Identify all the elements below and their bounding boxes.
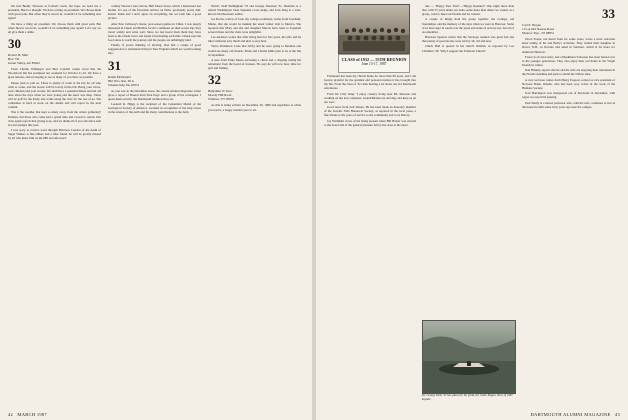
col1-address: Robert H. Marr Box 750 Green Valley, AZ 85622	[8, 52, 40, 66]
col3-address: Benjamin W. Dow Moody Hill Road Windsor, VT 05079	[208, 89, 235, 102]
col6-body: Wood Foster, not heard from for some years, wrote a most welcome letter telling of his and Betty's activities. They visited their daughter in Dover, N.H., in October and skied in Vermont, which is far more for alumni in Hanover.	[522, 37, 615, 54]
right-page	[316, 0, 628, 420]
column-6	[522, 4, 615, 110]
left-footer	[8, 412, 47, 417]
column-5	[422, 4, 514, 54]
pond-photo	[422, 320, 516, 394]
banner-line-2: June 15-17, 1987	[361, 62, 387, 66]
col1-intro: We had Buddy Terreson as football coach, but hope we need not a president. Here's a thought: We have a thing on president. We choose them with great pain. But when they're sworn in, wouldn't it be something else again?	[8, 4, 101, 21]
left-folio: 42	[8, 412, 14, 417]
class-number-30: 30	[8, 35, 21, 51]
col3-filler: Joe Dorris, widow of Jack, my college roommate, writes from Topsham, Maine, that she would be making her usual winter visit to Mexico. She reported that Mary and she and daughter Marcia have been to Topsham several times and the visits were delightful.	[208, 17, 301, 34]
column-1	[8, 4, 101, 141]
column-3	[208, 4, 301, 113]
col1-body-filler-2: Was it the weather that kept so many away from the winter gathering? Perhaps, but those who came had a grand time and vowed to return. Our class agent reports that giving is up, and we thank all of you who have sent in your pledges this year.	[8, 110, 101, 127]
class-number-33: 33	[602, 6, 615, 21]
col3-filler-2: Vance Dickinson wrote that Libby and he were going to Reunion and would see many old friends. Ennis and Charlie Mills plan to be at the Inn in September.	[208, 44, 301, 57]
col6-filler: Foster is an avid sailor, and a Hopkinton Schooner has been turned over to the younger generation. They also enjoy their old home in the Virgin Islands in winter.	[522, 54, 615, 68]
col3-filler-3: A note from Ernie Moise enclosing a check and a clipping noting his retirement from the board of trustees. He says he will now have time for golf and fishing.	[208, 57, 301, 71]
pond-photo-caption: Dr. George Itzmi '32 has plans for his pond, the 'Latto Pagan, three of 1987 kayaks'.	[422, 393, 513, 401]
col4-body2: From Dr. Lilly Jamp: 'I enjoy country living near Mt. Maroner and working on my new computer. Grandchildren are arriving, and keep us on our toes.'	[324, 91, 416, 104]
column-2	[108, 4, 201, 116]
col2-filler-3: Leonard R. Higgs is the recipient of the Centennial Medal of the Geological Society of America, awarded in recognition of his long career in the science of the earth and his many contributions to the field.	[108, 102, 201, 115]
col6-filler-2: A very sad note comes from Henry Pospost, retired as vice president of Norwest Bank, Omaha, who has been very active in the work of the Humane Society.	[522, 77, 615, 90]
col1-body-filler: Please plan to join us. There is plenty of room at the inn for all who wish to come, and the Green will be lovely in the fall. Bring your wives, your children and your stories. We shall have a splendid dinner and tell old tales about the days when we were young and the snow was deep. There will be golf for the hardy and walks along the river for the rest of us. The committee is hard at work on the details and will report in the next column.	[8, 80, 101, 110]
column-4	[324, 74, 416, 128]
col2-body: commy Weaver's new movie, Half Moon Street, which I mentioned last month. It's one of the favorable articles on films, previously pretty dull. Robert Kahn and I don't agree on everything, but we both like a good picture.	[108, 4, 201, 21]
reunion-banner	[338, 54, 410, 73]
col6-body2: Dan Hinkley reports that he and his wife are enjoying their retirement in the Florida sunshine and plan to attend the 55th in June.	[522, 68, 615, 77]
col6-address: Carl E. Hoppe 115-A Old Nassau Road Monroe Twp., NJ 08831	[522, 23, 555, 36]
right-footer	[531, 412, 620, 417]
reunion-photo	[338, 4, 410, 54]
class-number-32: 32	[208, 72, 221, 88]
col2-address: Ralph McDonald 802 W.G. Rte. 36 A Schenectady, PA 18074	[108, 74, 139, 87]
reunion-photo-art	[339, 5, 409, 53]
col1-intro-repeat: We have a thing on president. We choose them with great pain. But when they're sworn in, wouldn't it be something else again? Let's say we all give them a smile.	[8, 21, 101, 34]
class-number-31: 31	[108, 57, 121, 73]
right-section: DARTMOUTH ALUMNI MAGAZINE	[530, 412, 611, 417]
col2-body2: As you saw in the December issue, the current Alumni Magazine writer gives a report of Boston from 'Ken Page' and a group of his colleagues. I quote them exactly: the Dartmouth tradition lives on.	[108, 88, 201, 101]
col4-filler: Good news from Jack Weeks. He has been made an honorary member of the Sewalls Falls Historical Society, as reported in the local press, a fine tribute to his years of service to the community and to its history.	[324, 105, 416, 118]
banner-line-1: CLASS of 1932 — 55TH REUNION	[341, 57, 407, 62]
col6-filler-3: Paul Shelly is a retired professor who, with his wife, continues to live in the house he built some forty years ago near the campus.	[522, 100, 615, 109]
left-page	[0, 0, 312, 420]
right-folio: 43	[614, 412, 620, 417]
col5-body: tute — 'Happy New Year!'—'Happy Reunion!' One night more than that, with 55 years under our belts, some more than others we would, as a group, want to meet our friends and be content.	[422, 4, 514, 17]
col2-filler: After Pete Callaway's honor, post-season games in China. I was deeply interested in Chuck and Bobbie Jacob's comments on their recent trip; they travel widely and write well. Since we last heard from them they have been to the Orient twice and found it fascinating each time. Chuck says the food alone is worth the journey and the people are unfailingly kind.	[108, 21, 201, 42]
col2-filler-2: Finally, if you're thinking of moving, Dad had a couple of good suggestions for retirement living in New England which are worth looking into.	[108, 43, 201, 56]
col3-filler-4: As this is being written on December 30, 1986 and regardless of when you read it, a happy reunion year to all.	[208, 103, 301, 112]
col1-body-filler-3: I was sorry to receive word through Harrison Condon of the death of Sugar Walker. A fine athlete and a finer friend, he will be greatly missed by all who knew him on the Hill and afterward.	[8, 128, 101, 141]
col3-body: Watch, 1940 Bellingham '33 and George Sherman '31. Sherman is a retired Washington State Supreme Court judge, and Ivan Doig is a well-known Northwestern author.	[208, 4, 301, 17]
col3-body2: Lee Andrews writes that after living here for five years, his wife and he like California very much and plan to stay here.	[208, 35, 301, 44]
col5-body2: Chuck Hall is quoted in his church bulletin, as reported by Lee Chalmers '30: 'Why I support the Fairmont Church.'	[422, 44, 514, 53]
col1-body: From Charlie Widmayer and Burt Condoll comes word that the Woodstock Inn has prompted our weekend for October 21-22. We have a great turnout, and are hoping to see as many of you there as possible.	[8, 67, 101, 80]
pond-photo-art	[423, 321, 515, 393]
col5-filler-2: Harrison Spencer writes that the Saratoga reunion was great fun and that plenty of good stories were told by all, old and new.	[422, 35, 514, 44]
col6-body3: Ivan Harrington was transported out of hurricane in December, with regret we report his passing.	[522, 91, 615, 100]
col5-filler: A couple of things hold the group together: the College, old friendships, and the memory of the days when we were in Hanover. Some of us have kept in touch over the years and some of us have not, but all of us remember.	[422, 17, 514, 34]
col4-filler-2: Jay Wickham wrote of his being present when Bill Baxter was elected to the board and of the general pleasure felt by the class at the news.	[324, 118, 416, 127]
col4-body: Fairmount has been my church home for more than 60 years, and I am forever grateful for the spiritual and personal nurture it has brought into my life. From the class of '32 came hearing a lot about our old Dartmouth adventures.	[324, 74, 416, 91]
left-section: MARCH 1987	[17, 412, 48, 417]
